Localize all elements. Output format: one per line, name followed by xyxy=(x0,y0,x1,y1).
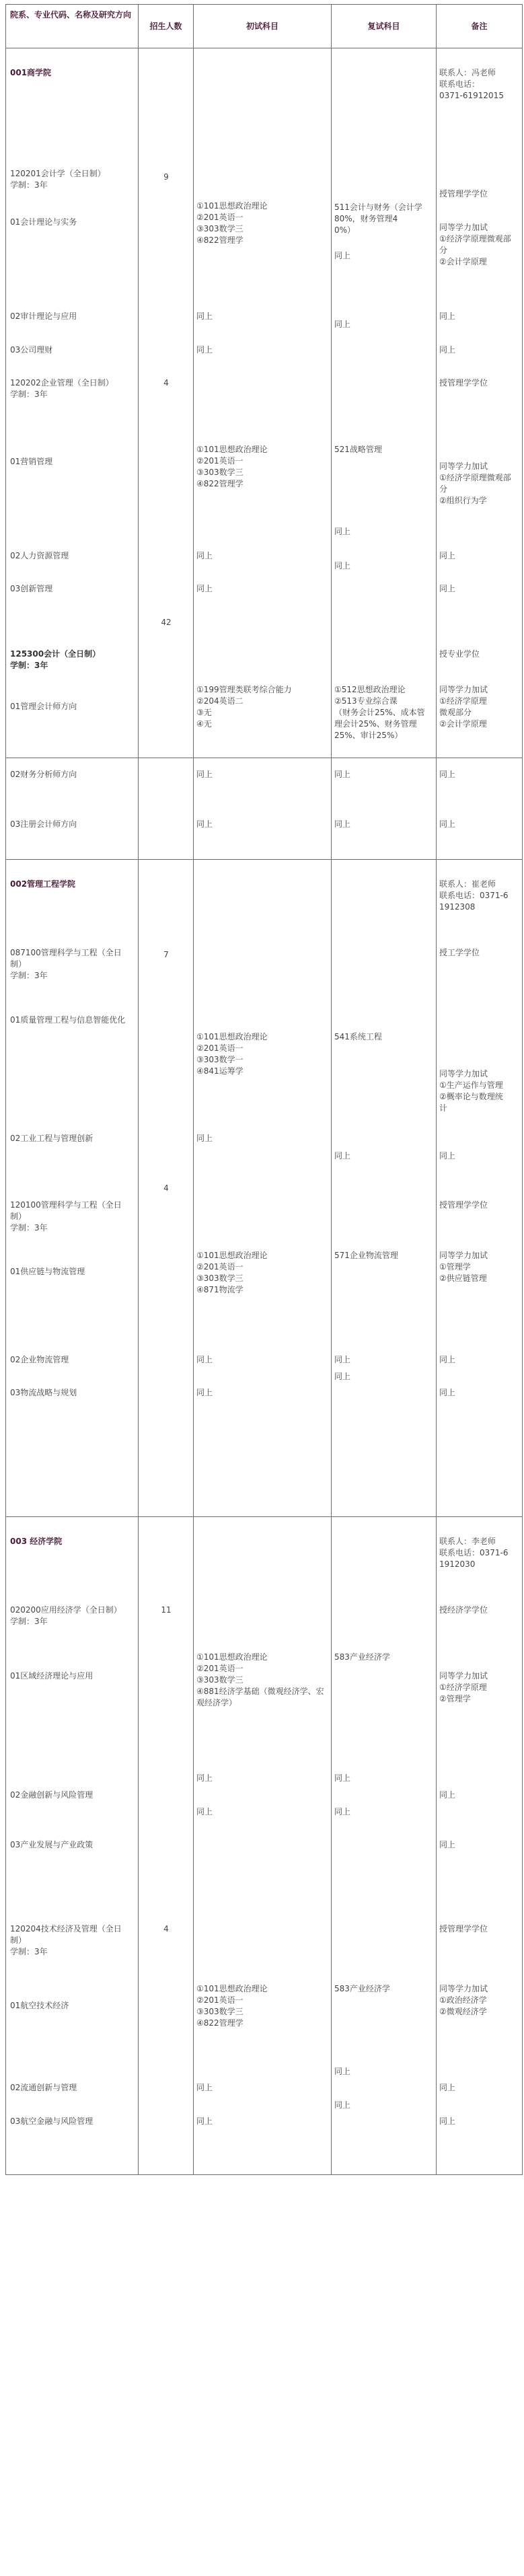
retest-subjects: 同上 xyxy=(334,2100,351,2110)
retest-subjects: 511会计与财务（会计学80%，财务管理4 0%） xyxy=(334,203,422,235)
section-cell-c2 xyxy=(139,758,194,860)
retest-subjects: 同上 xyxy=(334,527,351,536)
section-cell-c3 xyxy=(194,48,332,758)
section-row xyxy=(6,48,523,758)
section-row xyxy=(6,1517,523,2175)
enrollment-count: 7 xyxy=(163,950,169,959)
major-entry: 02金融创新与风险管理 xyxy=(10,1790,93,1800)
remark-entry: 授工学学位 xyxy=(439,948,480,957)
initial-exam-subjects: 同上 xyxy=(196,311,213,321)
initial-exam-subjects: ①101思想政治理论 ②201英语一 ③303数学一 ④841运筹学 xyxy=(196,1032,268,1076)
section-cell-c1 xyxy=(6,48,139,758)
initial-exam-subjects: ①199管理类联考综合能力 ②204英语二 ③无 ④无 xyxy=(196,685,292,729)
section-cell-c5 xyxy=(437,48,523,758)
initial-exam-subjects: 同上 xyxy=(196,1807,213,1816)
major-entry: 01供应链与物流管理 xyxy=(10,1267,85,1276)
section-cell-c1 xyxy=(6,860,139,1517)
remark-entry: 同上 xyxy=(439,345,456,355)
remark-entry: 授经济学学位 xyxy=(439,1605,488,1615)
remark-entry: 同上 xyxy=(439,2083,456,2092)
section-row xyxy=(6,860,523,1517)
header-department: 院系、专业代码、名称及研究方向 xyxy=(6,5,139,48)
retest-subjects: 同上 xyxy=(334,1355,351,1364)
retest-subjects: 同上 xyxy=(334,320,351,329)
retest-subjects: 583产业经济学 xyxy=(334,1984,390,1993)
enrollment-count: 4 xyxy=(163,1183,169,1193)
header-remarks: 备注 xyxy=(437,5,523,48)
section-row xyxy=(6,758,523,860)
retest-subjects: 同上 xyxy=(334,1151,351,1161)
section-cell-c2 xyxy=(139,48,194,758)
header-initial-exam: 初试科目 xyxy=(194,5,332,48)
major-entry: 01管理会计师方向 xyxy=(10,702,77,711)
major-entry: 01区域经济理论与应用 xyxy=(10,1671,93,1681)
retest-subjects: 同上 xyxy=(334,1773,351,1783)
major-entry: 02财务分析师方向 xyxy=(10,770,77,779)
remark-entry: 授专业学位 xyxy=(439,649,480,659)
initial-exam-subjects: 同上 xyxy=(196,1355,213,1364)
initial-exam-subjects: 同上 xyxy=(196,2083,213,2092)
remark-entry: 同上 xyxy=(439,1355,456,1364)
remark-entry: 同上 xyxy=(439,1790,456,1800)
section-cell-c3 xyxy=(194,758,332,860)
retest-subjects: 521战略管理 xyxy=(334,445,382,454)
section-cell-c3 xyxy=(194,1517,332,2175)
major-entry: 01航空技术经济 xyxy=(10,2001,69,2010)
section-cell-c2 xyxy=(139,1517,194,2175)
retest-subjects: 同上 xyxy=(334,1372,351,1381)
remark-entry: 同上 xyxy=(439,1151,456,1161)
enrollment-count: 4 xyxy=(163,378,169,388)
enrollment-count: 42 xyxy=(161,618,172,627)
remark-entry: 授管理学学位 xyxy=(439,378,488,388)
section-cell-c3 xyxy=(194,860,332,1517)
section-cell-c2 xyxy=(139,860,194,1517)
initial-exam-subjects: ①101思想政治理论 ②201英语一 ③303数学三 ④822管理学 xyxy=(196,1984,268,2028)
retest-subjects: ①512思想政治理论 ②513专业综合课 （财务会计25%、成本管理会计25%、财务管理25%、审计25%） xyxy=(334,685,425,740)
contact-info: 联系人：冯老师 联系电话： 0371-61912015 xyxy=(439,68,504,100)
department-name: 003 经济学院 xyxy=(10,1537,63,1546)
remark-entry: 同上 xyxy=(439,311,456,321)
retest-subjects: 同上 xyxy=(334,2067,351,2076)
major-entry: 125300会计（全日制） 学制：3年 xyxy=(10,649,101,670)
header-retest: 复试科目 xyxy=(332,5,437,48)
major-entry: 120201会计学（全日制） 学制：3年 xyxy=(10,169,106,190)
remark-entry: 同上 xyxy=(439,770,456,779)
remark-entry: 同上 xyxy=(439,2117,456,2126)
enrollment-count: 9 xyxy=(163,172,169,182)
section-cell-c1 xyxy=(6,758,139,860)
initial-exam-subjects: ①101思想政治理论 ②201英语一 ③303数学三 ④822管理学 xyxy=(196,445,268,488)
section-cell-c5 xyxy=(437,758,523,860)
remark-entry: 同上 xyxy=(439,551,456,560)
major-entry: 02人力资源管理 xyxy=(10,551,69,560)
initial-exam-subjects: 同上 xyxy=(196,1388,213,1397)
remark-entry: 授管理学学位 xyxy=(439,1924,488,1934)
major-entry: 120204技术经济及管理（全日制） 学制：3年 xyxy=(10,1924,122,1956)
initial-exam-subjects: 同上 xyxy=(196,770,213,779)
major-entry: 03公司理财 xyxy=(10,345,53,355)
initial-exam-subjects: 同上 xyxy=(196,1134,213,1143)
contact-info: 联系人：李老师 联系电话：0371-6 1912030 xyxy=(439,1537,509,1569)
major-entry: 120202企业管理（全日制） 学制：3年 xyxy=(10,378,114,399)
section-cell-c4 xyxy=(332,758,437,860)
remark-entry: 同上 xyxy=(439,1840,456,1849)
remark-entry: 同等学力加试 ①经济学原理微观部分 ②会计学原理 xyxy=(439,223,511,266)
major-entry: 03物流战略与规划 xyxy=(10,1388,77,1397)
major-entry: 03注册会计师方向 xyxy=(10,819,77,829)
retest-subjects: 583产业经济学 xyxy=(334,1652,390,1662)
remark-entry: 同等学力加试 ①经济学原理 ②管理学 xyxy=(439,1671,488,1703)
remark-entry: 同等学力加试 ①管理学 ②供应链管理 xyxy=(439,1251,488,1283)
major-entry: 02工业工程与管理创新 xyxy=(10,1134,93,1143)
contact-info: 联系人：崔老师 联系电话：0371-6 1912308 xyxy=(439,879,509,912)
retest-subjects: 541系统工程 xyxy=(334,1032,382,1041)
major-entry: 120100管理科学与工程（全日制） 学制：3年 xyxy=(10,1200,122,1232)
remark-entry: 同上 xyxy=(439,819,456,829)
retest-subjects: 同上 xyxy=(334,1807,351,1816)
major-entry: 03航空金融与风险管理 xyxy=(10,2117,93,2126)
initial-exam-subjects: 同上 xyxy=(196,1773,213,1783)
retest-subjects: 同上 xyxy=(334,251,351,260)
major-entry: 01会计理论与实务 xyxy=(10,217,77,227)
enrollment-count: 4 xyxy=(163,1924,169,1934)
header-row xyxy=(6,5,523,48)
admissions-table xyxy=(5,4,523,2175)
remark-entry: 同等学力加试 ①生产运作与管理 ②概率论与数理统 计 xyxy=(439,1069,503,1113)
initial-exam-subjects: ①101思想政治理论 ②201英语一 ③303数学三 ④881经济学基础（微观经济学、宏观经济学） xyxy=(196,1652,324,1707)
retest-subjects: 同上 xyxy=(334,819,351,829)
section-cell-c5 xyxy=(437,860,523,1517)
remark-entry: 授管理学学位 xyxy=(439,1200,488,1210)
major-entry: 02企业物流管理 xyxy=(10,1355,69,1364)
major-entry: 087100管理科学与工程（全日制） 学制：3年 xyxy=(10,948,122,980)
initial-exam-subjects: 同上 xyxy=(196,584,213,593)
enrollment-count: 11 xyxy=(161,1605,172,1615)
remark-entry: 同等学力加试 ①经济学原理 微观部分 ②会计学原理 xyxy=(439,685,488,729)
section-cell-c4 xyxy=(332,860,437,1517)
initial-exam-subjects: 同上 xyxy=(196,551,213,560)
major-entry: 01质量管理工程与信息智能优化 xyxy=(10,1015,126,1025)
major-entry: 01营销管理 xyxy=(10,457,53,466)
section-cell-c4 xyxy=(332,48,437,758)
section-cell-c5 xyxy=(437,1517,523,2175)
remark-entry: 同等学力加试 ①政治经济学 ②微观经济学 xyxy=(439,1984,488,2016)
major-entry: 020200应用经济学（全日制） 学制：3年 xyxy=(10,1605,122,1626)
initial-exam-subjects: 同上 xyxy=(196,2117,213,2126)
initial-exam-subjects: 同上 xyxy=(196,819,213,829)
remark-entry: 授管理学学位 xyxy=(439,189,488,198)
section-cell-c4 xyxy=(332,1517,437,2175)
major-entry: 03产业发展与产业政策 xyxy=(10,1840,93,1849)
remark-entry: 同上 xyxy=(439,1388,456,1397)
department-name: 001商学院 xyxy=(10,68,52,77)
retest-subjects: 同上 xyxy=(334,561,351,571)
major-entry: 02流通创新与管理 xyxy=(10,2083,77,2092)
remark-entry: 同上 xyxy=(439,584,456,593)
major-entry: 03创新管理 xyxy=(10,584,53,593)
section-cell-c1 xyxy=(6,1517,139,2175)
department-name: 002管理工程学院 xyxy=(10,879,76,889)
header-enrollment: 招生人数 xyxy=(139,5,194,48)
retest-subjects: 同上 xyxy=(334,770,351,779)
major-entry: 02审计理论与应用 xyxy=(10,311,77,321)
initial-exam-subjects: ①101思想政治理论 ②201英语一 ③303数学三 ④871物流学 xyxy=(196,1251,268,1294)
initial-exam-subjects: 同上 xyxy=(196,345,213,355)
initial-exam-subjects: ①101思想政治理论 ②201英语一 ③303数学三 ④822管理学 xyxy=(196,201,268,245)
remark-entry: 同等学力加试 ①经济学原理微观部分 ②组织行为学 xyxy=(439,462,511,505)
retest-subjects: 571企业物流管理 xyxy=(334,1251,398,1260)
